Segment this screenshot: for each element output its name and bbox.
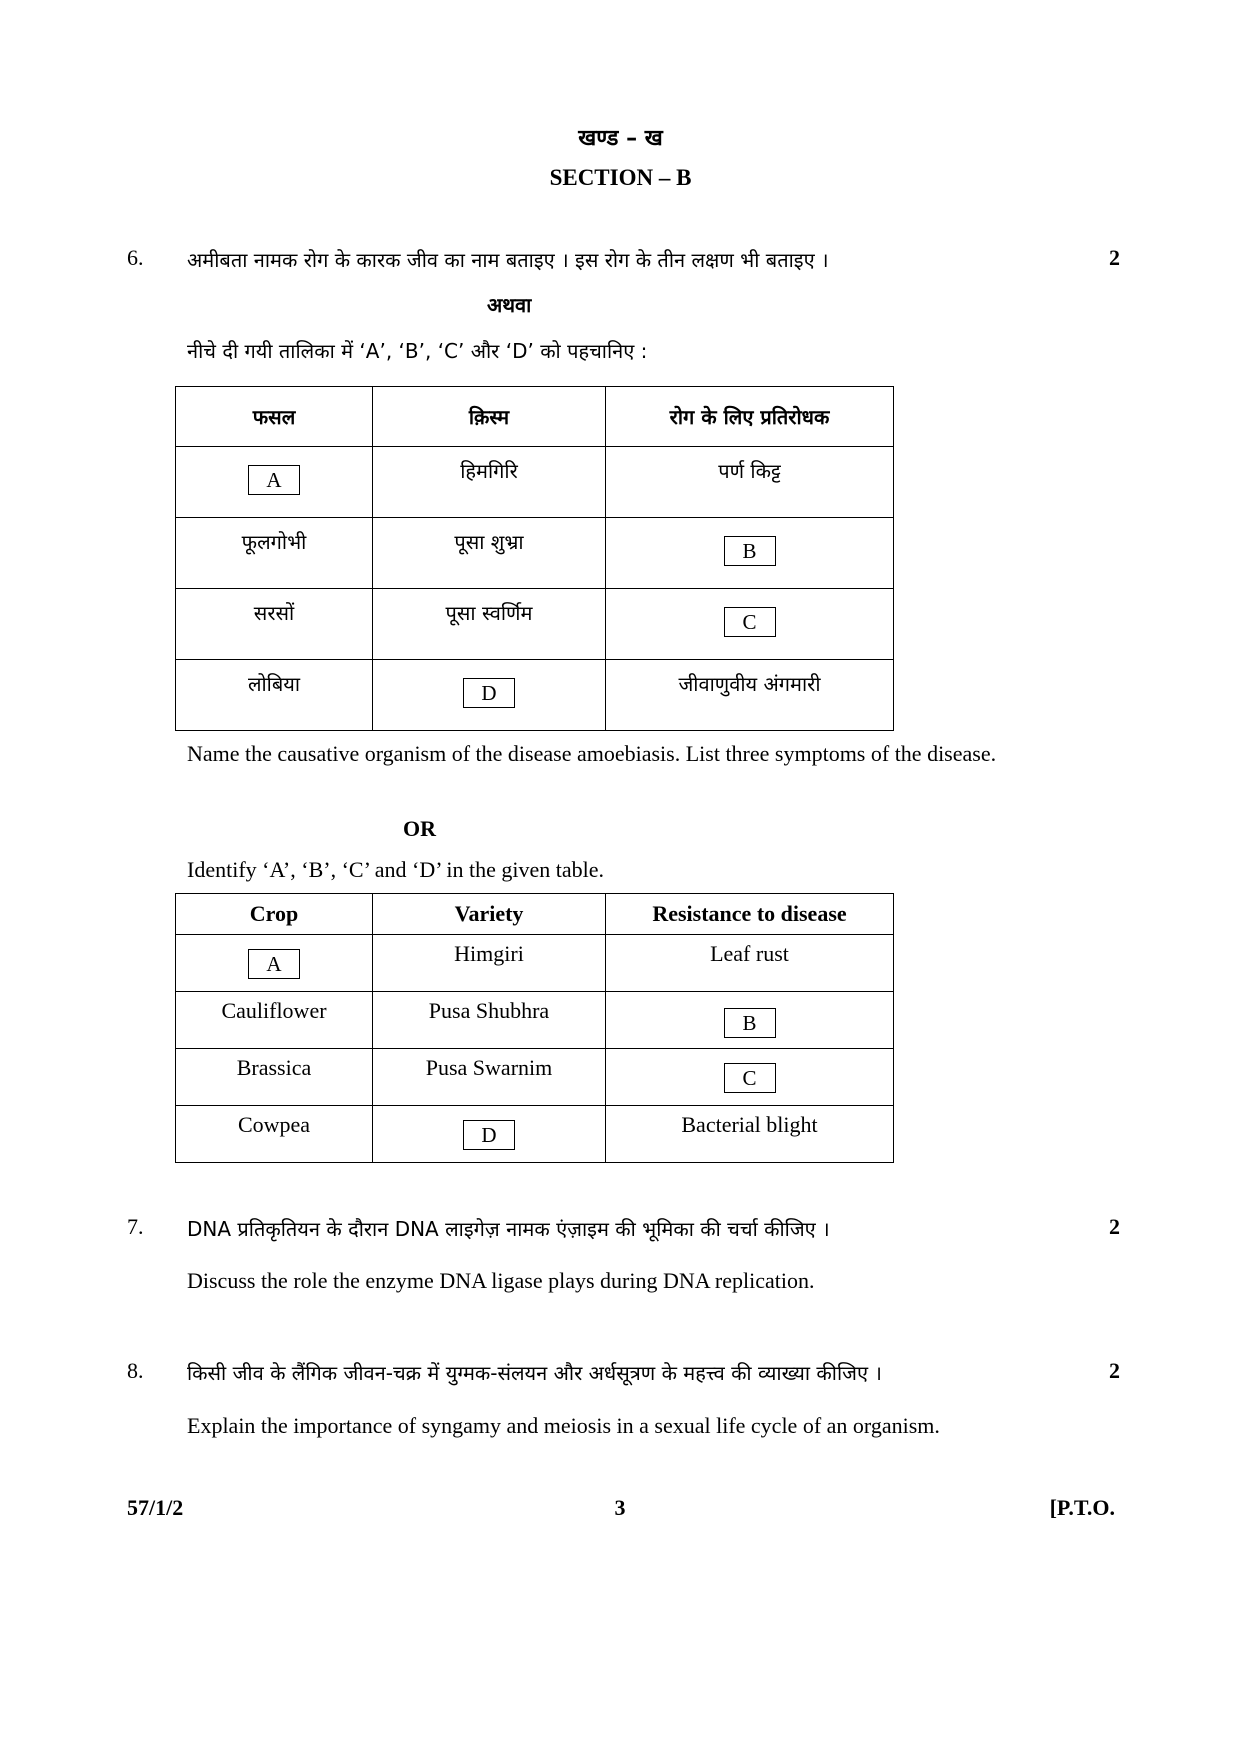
question-7-number: 7. [127,1214,144,1239]
table-cell: Brassica [176,1049,373,1106]
table-header-row [176,894,894,935]
question-6-hindi-identify: नीचे दी गयी तालिका में ‘A’, ‘B’, ‘C’ और ‘D’ को पहचानिए : [187,339,648,363]
table-cell: Cauliflower [176,992,373,1049]
table-cell: Leaf rust [606,935,894,992]
table-cell: फूलगोभी [176,518,373,589]
paper-code: 57/1/2 [127,1495,184,1520]
table-header-row [176,387,894,447]
question-6-hindi-or: अथवा [487,293,532,317]
question-8-marks: 2 [1109,1358,1120,1383]
table-cell: पूसा शुभ्रा [373,518,606,589]
table-cell: Bacterial blight [606,1106,894,1163]
question-6-english-identify: Identify ‘A’, ‘B’, ‘C’ and ‘D’ in the given table. [187,857,605,882]
question-6-hindi-text: अमीबता नामक रोग के कारक जीव का नाम बताइए । इस रोग के तीन लक्षण भी बताइए । [187,248,829,272]
table-cell: सरसों [176,589,373,660]
question-6-marks: 2 [1109,245,1120,270]
table-cell [606,992,894,1049]
answer-box-d: D [463,1120,515,1150]
table-header-cell: Crop [176,894,373,935]
table-cell: Cowpea [176,1106,373,1163]
table-header-cell: रोग के लिए प्रतिरोधक [606,387,894,447]
question-7-english-text: Discuss the role the enzyme DNA ligase plays during DNA replication. [187,1268,815,1293]
answer-box-a: A [248,465,300,495]
table-cell: पूसा स्वर्णिम [373,589,606,660]
table-cell: जीवाणुवीय अंगमारी [606,660,894,731]
table-row [176,1049,894,1106]
page-number: 3 [614,1495,626,1520]
section-title-english: SECTION – B [549,165,692,190]
question-7-hindi-text: DNA प्रतिकृतियन के दौरान DNA लाइगेज़ नामक एंज़ाइम की भूमिका की चर्चा कीजिए । [187,1217,830,1241]
section-title-hindi: खण्ड – ख [578,126,663,151]
question-6-english-or: OR [403,816,436,841]
pto-label: [P.T.O. [1049,1495,1115,1520]
table-cell [176,447,373,518]
table-cell: Pusa Shubhra [373,992,606,1049]
hindi-crop-table [175,386,894,731]
table-cell: पर्ण किट्ट [606,447,894,518]
table-row [176,518,894,589]
answer-box-c: C [724,607,776,637]
question-7-marks: 2 [1109,1214,1120,1239]
table-header-cell: फसल [176,387,373,447]
table-row [176,935,894,992]
table-header-cell: क़िस्म [373,387,606,447]
table-cell [606,518,894,589]
table-cell [606,589,894,660]
table-cell [606,1049,894,1106]
table-row [176,660,894,731]
table-header-cell: Variety [373,894,606,935]
table-cell: Pusa Swarnim [373,1049,606,1106]
answer-box-b: B [724,536,776,566]
table-cell: लोबिया [176,660,373,731]
answer-box-b: B [724,1008,776,1038]
english-crop-table [175,893,894,1163]
table-cell: Himgiri [373,935,606,992]
answer-box-c: C [724,1063,776,1093]
question-8-hindi-text: किसी जीव के लैंगिक जीवन-चक्र में युग्मक-संलयन और अर्धसूत्रण के महत्त्व की व्याख्या कीजिए । [187,1361,882,1385]
question-6-english-text: Name the causative organism of the disease amoebiasis. List three symptoms of the disease. [187,741,997,766]
table-cell [373,1106,606,1163]
table-cell [176,935,373,992]
table-row [176,1106,894,1163]
table-cell: हिमगिरि [373,447,606,518]
question-8-number: 8. [127,1358,144,1383]
table-header-cell: Resistance to disease [606,894,894,935]
table-row [176,992,894,1049]
answer-box-d: D [463,678,515,708]
answer-box-a: A [248,949,300,979]
question-6-number: 6. [127,245,144,270]
table-row [176,589,894,660]
question-8-english-text: Explain the importance of syngamy and meiosis in a sexual life cycle of an organism. [187,1413,940,1438]
table-cell [373,660,606,731]
table-row [176,447,894,518]
